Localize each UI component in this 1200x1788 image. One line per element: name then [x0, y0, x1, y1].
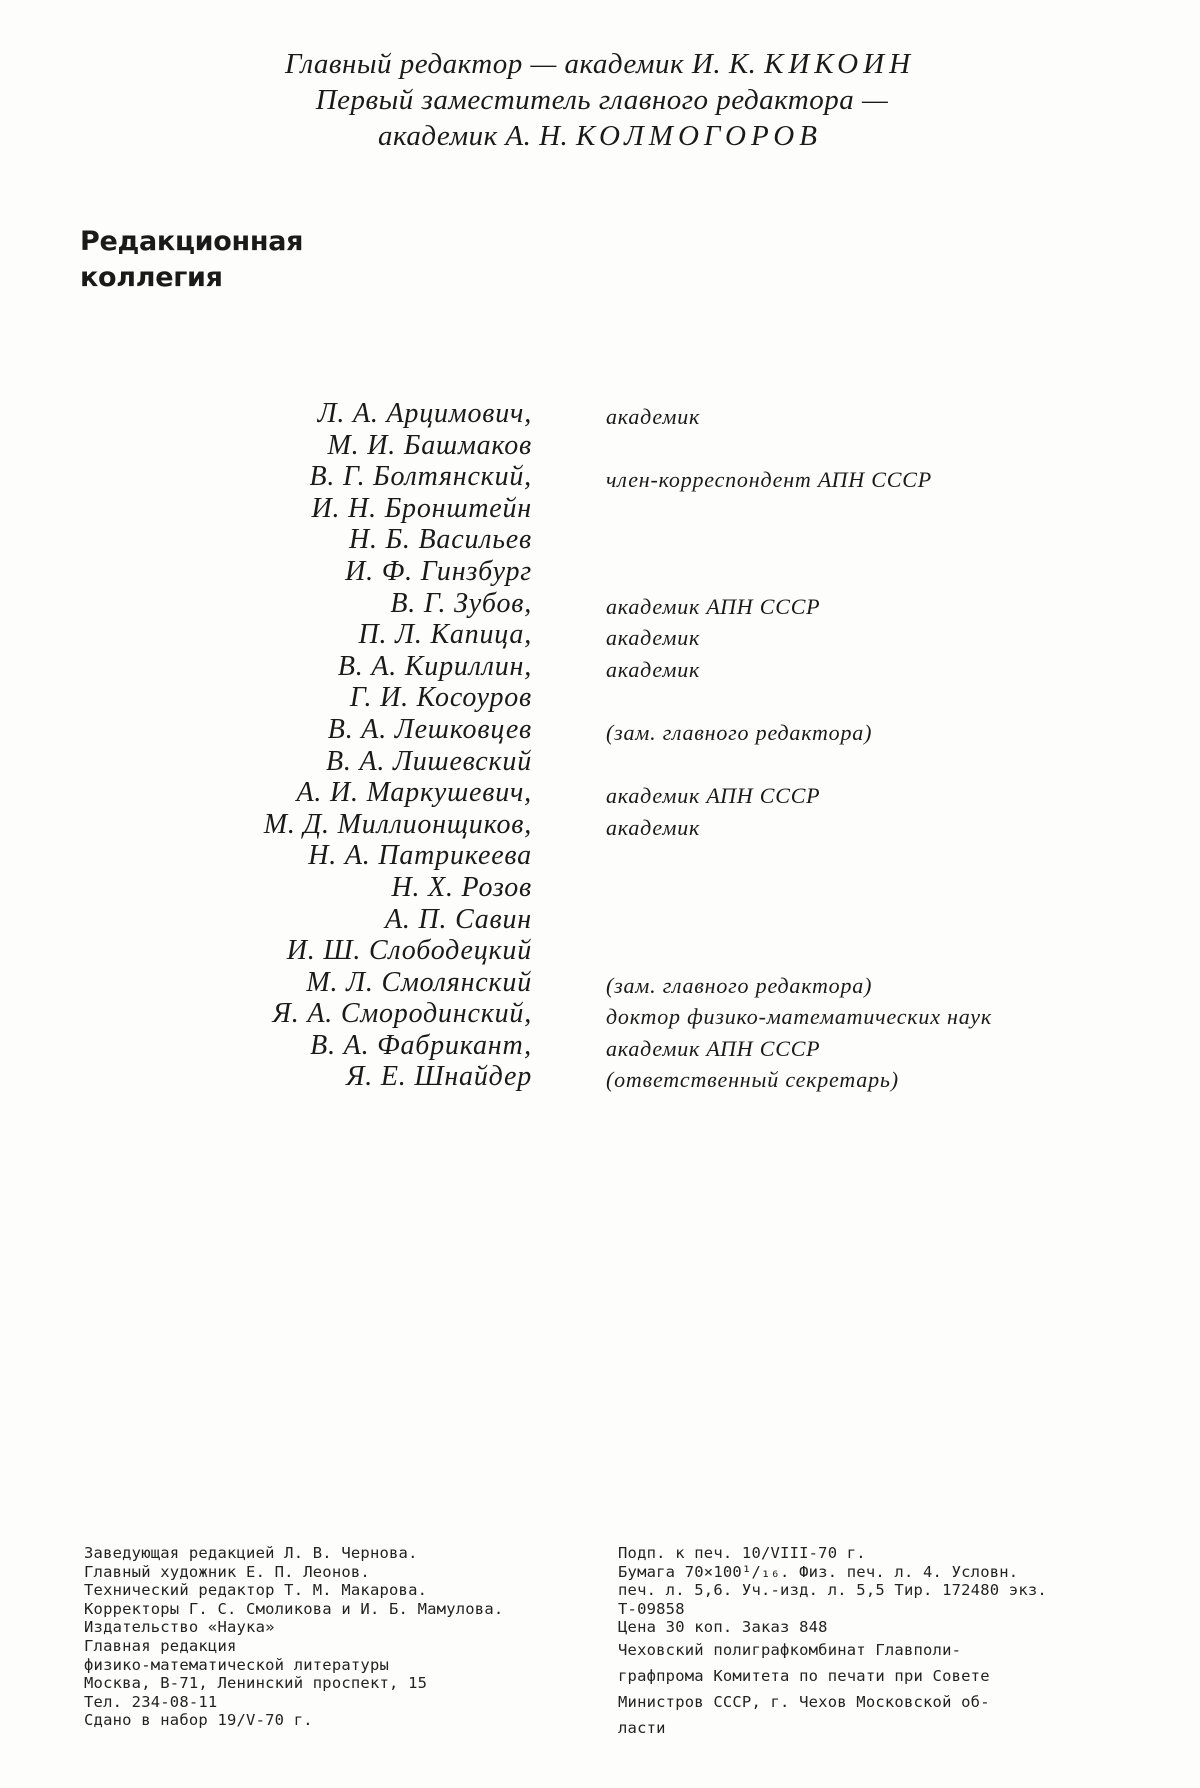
board-member-name: Н. Б. Васильев [348, 524, 532, 556]
board-member-title: академик [606, 625, 701, 651]
deputy-editor-prefix: академик А. Н. [378, 120, 577, 152]
board-member-name: Я. Е. Шнайдер [346, 1061, 532, 1093]
imprint-line: Подп. к печ. 10/VIII-70 г. [618, 1544, 866, 1562]
section-title-line-2: коллегия [80, 262, 223, 293]
board-member-title: доктор физико-математических наук [606, 1004, 992, 1030]
board-member-title: академик [606, 656, 701, 682]
imprint-line: Тел. 234-08-11 [84, 1692, 218, 1711]
section-title-line-1: Редакционная [80, 226, 304, 257]
board-member-name: Я. А. Смородинский, [272, 998, 532, 1030]
imprint-line: графпрома Комитета по печати при Совете [618, 1666, 990, 1685]
board-member-name: Л. А. Арцимович, [317, 398, 532, 429]
imprint-line: Корректоры Г. С. Смоликова и И. Б. Мамулова. [84, 1599, 504, 1618]
chief-editor-line [0, 46, 1200, 82]
imprint-line: Москва, В-71, Ленинский проспект, 15 [84, 1674, 428, 1693]
deputy-editor-name: КОЛМОГОРОВ [576, 120, 822, 152]
board-member-name: В. А. Кириллин, [337, 650, 532, 682]
imprint-line: Чеховский полиграфкомбинат Главполи- [618, 1640, 962, 1659]
board-member-title: (зам. главного редактора) [606, 719, 873, 745]
board-member-name: В. Г. Болтянский, [309, 461, 532, 493]
board-member-row [0, 1030, 1200, 1062]
imprint-right-column [618, 1544, 1088, 1741]
imprint-line: Министров СССР, г. Чехов Московской об- [618, 1692, 990, 1711]
board-member-row [0, 682, 1200, 714]
board-member-name: В. А. Фабрикант, [310, 1029, 532, 1061]
board-member-title: академик АПН СССР [606, 593, 821, 619]
board-member-row [0, 619, 1200, 651]
board-member-name: А. П. Савин [384, 903, 532, 935]
imprint-line: печ. л. 5,6. Уч.-изд. л. 5,5 Тир. 172480 экз. [618, 1581, 1047, 1600]
board-member-title: академик АПН СССР [606, 783, 821, 809]
imprint-line: Т-09858 [618, 1599, 685, 1618]
board-member-name: В. А. Лишевский [325, 745, 532, 777]
imprint-line: Издательство «Наука» [84, 1618, 275, 1637]
board-member-name: П. Л. Капица, [358, 619, 532, 651]
editorial-board-list [0, 398, 1200, 1093]
imprint-line: Цена 30 коп. Заказ 848 [618, 1618, 828, 1637]
board-member-name: М. Л. Смолянский [306, 966, 532, 998]
imprint-line: ласти [618, 1718, 666, 1737]
board-member-row [0, 461, 1200, 493]
board-member-name: А. И. Маркушевич, [296, 777, 532, 809]
chief-editor-prefix: Главный редактор — академик И. К. [284, 48, 765, 80]
board-member-name: Г. И. Косоуров [349, 682, 532, 714]
imprint-line: Технический редактор Т. М. Макарова. [84, 1581, 428, 1600]
board-member-row [0, 524, 1200, 556]
board-member-row [0, 777, 1200, 809]
board-member-row [0, 967, 1200, 999]
board-member-row [0, 556, 1200, 588]
board-member-name: И. Ш. Слободецкий [286, 935, 532, 967]
board-member-title: академик АПН СССР [606, 1035, 821, 1061]
board-member-row [0, 746, 1200, 778]
board-member-name: М. И. Башмаков [327, 429, 532, 461]
board-member-row [0, 493, 1200, 525]
board-member-name: И. Ф. Гинзбург [345, 555, 532, 587]
board-member-title: (ответственный секретарь) [606, 1067, 899, 1093]
board-member-name: Н. Х. Розов [391, 871, 532, 903]
imprint-line: Заведующая редакцией Л. В. Чернова. [84, 1544, 418, 1562]
imprint-line: Сдано в набор 19/V-70 г. [84, 1711, 313, 1730]
board-member-row [0, 904, 1200, 936]
board-member-row [0, 840, 1200, 872]
board-member-row [0, 1061, 1200, 1093]
board-member-row [0, 430, 1200, 462]
board-member-name: М. Д. Миллионщиков, [263, 808, 532, 840]
board-member-name: В. А. Лешковцев [327, 713, 532, 745]
board-member-name: Н. А. Патрикеева [308, 840, 532, 872]
chief-editor-name: КИКОИН [764, 48, 916, 80]
board-member-name: В. Г. Зубов, [390, 587, 532, 619]
editorial-header [0, 46, 1200, 154]
board-member-row [0, 872, 1200, 904]
board-member-title: член-корреспондент АПН СССР [606, 467, 932, 493]
board-member-row [0, 651, 1200, 683]
imprint-line: Главный художник Е. П. Леонов. [84, 1562, 370, 1581]
imprint-line: Бумага 70×100¹/₁₆. Физ. печ. л. 4. Условн. [618, 1562, 1019, 1581]
board-member-row [0, 714, 1200, 746]
board-member-row [0, 398, 1200, 430]
imprint-line: Главная редакция [84, 1636, 237, 1655]
imprint-left-column [84, 1544, 554, 1730]
deputy-editor-name-line [0, 118, 1200, 154]
board-member-row [0, 998, 1200, 1030]
board-member-row [0, 809, 1200, 841]
imprint-line: физико-математической литературы [84, 1655, 390, 1674]
board-member-title: академик [606, 814, 701, 840]
board-member-row [0, 588, 1200, 620]
board-member-name: И. Н. Бронштейн [311, 492, 532, 524]
board-member-title: (зам. главного редактора) [606, 972, 873, 998]
board-member-title: академик [606, 404, 701, 429]
board-member-row [0, 935, 1200, 967]
deputy-editor-line: Первый заместитель главного редактора — [315, 84, 889, 116]
section-title [80, 224, 303, 296]
